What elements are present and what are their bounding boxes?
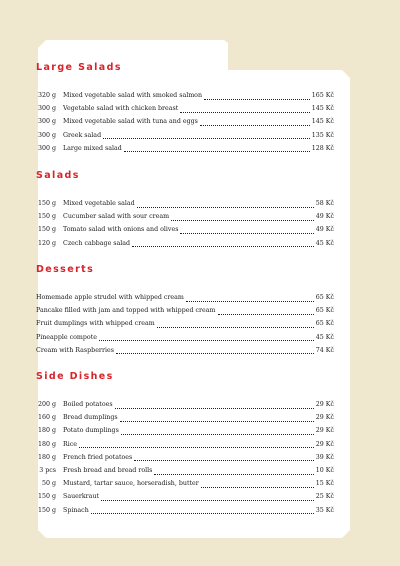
item-price: 29 Kč [315, 401, 334, 408]
section-title: Salads [36, 170, 80, 181]
menu-item [36, 504, 334, 517]
item-name: Homemade apple strudel with whipped cream [36, 294, 184, 301]
item-price: 35 Kč [315, 506, 334, 514]
item-price: 58 Kč [315, 200, 334, 207]
menu-item [36, 464, 334, 477]
menu-item [36, 291, 334, 304]
item-price: 39 Kč [315, 453, 334, 461]
item-price: 145 Kč [311, 105, 334, 113]
item-weight: 300 g [37, 131, 56, 139]
item-name: Vegetable salad with chicken breast [63, 105, 179, 113]
menu-item [36, 317, 334, 330]
menu-item [36, 129, 334, 142]
item-weight: 300 g [37, 118, 56, 126]
item-name: Greek salad [63, 131, 102, 139]
item-price: 15 Kč [315, 480, 334, 488]
section-title: Desserts [36, 264, 95, 275]
menu-item [36, 237, 334, 250]
section-side-dishes [36, 370, 334, 517]
item-price: 128 Kč [311, 144, 334, 152]
item-weight: 150 g [37, 506, 56, 514]
section-large-salads [36, 61, 334, 155]
item-price: 45 Kč [315, 333, 334, 341]
menu-item [36, 411, 334, 424]
menu-item [36, 344, 334, 357]
item-name: Fruit dumplings with whipped cream [36, 320, 155, 328]
menu-item [36, 102, 334, 115]
item-weight: 180 g [37, 453, 56, 461]
item-weight: 50 g [41, 480, 56, 488]
item-name: Mixed vegetable salad [63, 200, 135, 207]
section-desserts [36, 263, 334, 357]
item-name: Mixed vegetable salad with tuna and eggs [63, 118, 198, 126]
menu-item [36, 115, 334, 128]
section-title: Side Dishes [36, 371, 114, 382]
menu-item [36, 451, 334, 464]
menu-item [36, 424, 334, 437]
menu-item [36, 223, 334, 236]
item-name: French fried potatoes [63, 453, 133, 461]
item-price: 49 Kč [315, 226, 334, 234]
item-name: Large mixed salad [63, 144, 122, 152]
item-name: Potato dumplings [63, 427, 119, 435]
item-name: Spinach [63, 506, 89, 514]
item-weight: 150 g [37, 213, 56, 221]
item-name: Tomato salad with onions and olives [63, 226, 179, 234]
item-price: 65 Kč [315, 320, 334, 328]
item-name: Sauerkraut [63, 493, 100, 501]
item-name: Fresh bread and bread rolls [63, 466, 153, 474]
menu-item [36, 210, 334, 223]
item-weight: 180 g [37, 440, 56, 448]
item-price: 165 Kč [311, 92, 334, 99]
item-price: 10 Kč [315, 466, 334, 474]
menu-item [36, 331, 334, 344]
item-price: 45 Kč [315, 239, 334, 247]
item-weight: 160 g [37, 414, 56, 422]
item-price: 74 Kč [315, 346, 334, 354]
item-weight: 150 g [37, 200, 56, 207]
item-price: 65 Kč [315, 307, 334, 315]
item-weight: 180 g [37, 427, 56, 435]
section-salads [36, 169, 334, 250]
menu-item [36, 197, 334, 210]
item-weight: 300 g [37, 144, 56, 152]
item-weight: 3 pcs [39, 466, 56, 474]
item-name: Czech cabbage salad [63, 239, 131, 247]
menu-item [36, 398, 334, 411]
item-weight: 150 g [37, 226, 56, 234]
item-price: 29 Kč [315, 427, 334, 435]
item-price: 29 Kč [315, 440, 334, 448]
menu-item [36, 304, 334, 317]
item-price: 135 Kč [311, 131, 334, 139]
item-price: 25 Kč [315, 493, 334, 501]
menu-item [36, 438, 334, 451]
item-price: 49 Kč [315, 213, 334, 221]
item-weight: 300 g [37, 105, 56, 113]
item-name: Pancake filled with jam and topped with whipped cream [36, 307, 216, 315]
item-weight: 150 g [37, 493, 56, 501]
item-price: 65 Kč [315, 294, 334, 301]
item-price: 29 Kč [315, 414, 334, 422]
menu-item [36, 89, 334, 102]
menu-item [36, 142, 334, 155]
item-weight: 320 g [37, 92, 56, 99]
item-price: 145 Kč [311, 118, 334, 126]
section-title: Large Salads [36, 62, 122, 73]
item-name: Pineapple compote [36, 333, 97, 341]
item-name: Mustard, tartar sauce, horseradish, butter [63, 480, 199, 488]
menu-item [36, 490, 334, 503]
menu-item [36, 477, 334, 490]
item-weight: 120 g [37, 239, 56, 247]
item-name: Boiled potatoes [63, 401, 113, 408]
item-name: Cream with Raspberries [36, 346, 114, 354]
item-name: Bread dumplings [63, 414, 118, 422]
item-name: Cucumber salad with sour cream [63, 213, 170, 221]
item-name: Mixed vegetable salad with smoked salmon [63, 92, 203, 99]
item-weight: 200 g [37, 401, 56, 408]
item-name: Rice [63, 440, 78, 448]
